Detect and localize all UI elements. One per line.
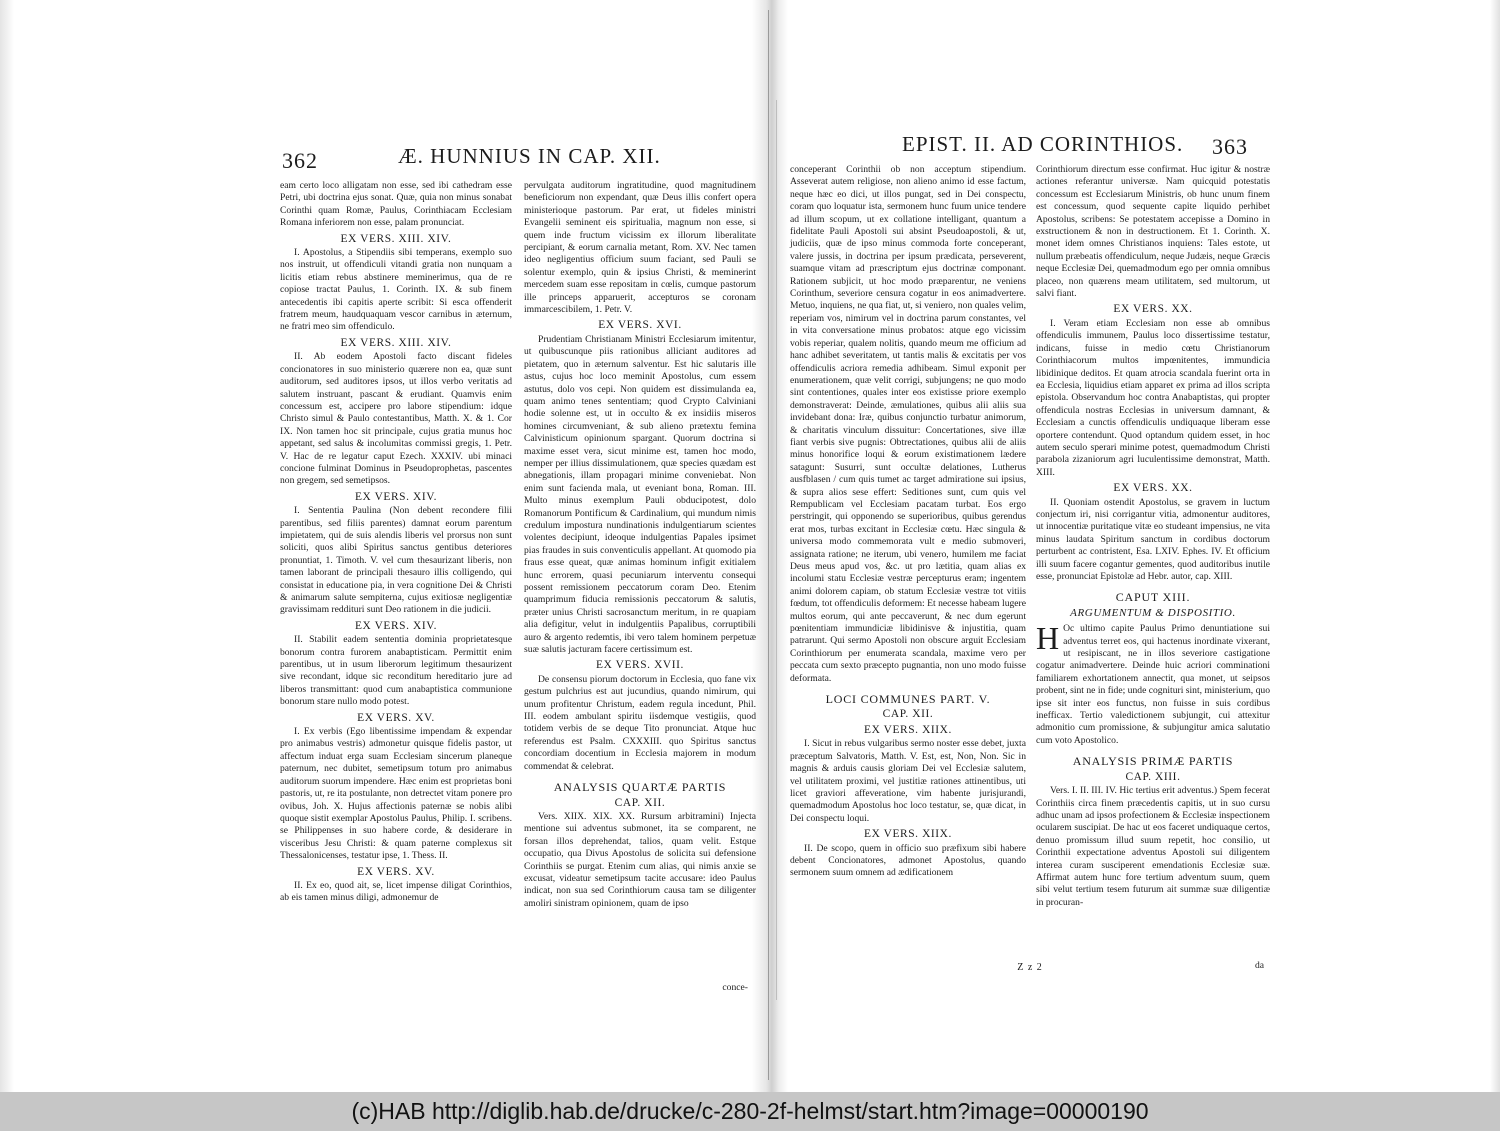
gutter-shadow-line [776,100,777,1000]
section-heading: EX VERS. XV. [357,865,435,878]
scan-border-right [1490,0,1500,1092]
section-heading: EX VERS. XIII. XIV. [340,232,452,245]
paragraph: eam certo loco alligatam non esse, sed ibi cathedram esse Petri, ubi doctrina ejus sonat. Quæ, quia non minus sonabat Corinthi quam Romæ, Paulus, Corinthiacam Ecclesiam Romana inferiorem non esse, palam pronunciat. [280,180,512,229]
paragraph-dropcap [1036,620,1270,747]
paragraph: Prudentiam Christianam Ministri Ecclesiarum imitentur, ut quibuscunque piis rationibus alliciant auditores ad pietatem, quo in æternum salventur. Est hic salutaris ille astus, cujus hoc loco meminit Apostolus, cum essem astutus, dolo vos cepi. Non quidem est dissimulanda ea, quam animo tenes sententiam; quod Crypto Calviniani hodie solenne est, ut in occulto & ex insidiis miseros homines circumveniant, & sub alieno prætextu femina Calvinisticum opinionum spargant. Quorum doctrina si maxime esset vera, sicut minime est, tamen hoc modo, nemper per illius dissimulationem, quæ species quædam est abnegationis, illam propagari minime conveniebat. Non enim sunt facienda mala, ut eveniant bona, Roman. III. Multo minus exemplum Pauli obducipotest, dolo Romanorum Pontificum & Cardinalium, qui mundum nimis credulum impostura nundinationis indulgentiarum scientes volentes decipiunt, ideoque indulgentias Papales ipsimet pias fraudes in suis conventiculis appellant. At quomodo pia fraus esse queat, quæ animas hominum infigit exitialem hunc errorem, quasi pecuniarum interventu consequi possent remissionem peccatorum coram Deo. Etenim quamprimum fiducia remissionis peccatorum & salutis, præter unius Christi sacrosanctum meritum, in re quapiam alia defigitur, velut in indulgentiis Papalibus, corruptibili auro & argento redemtis, ibi vero talem hominem perpetuæ suæ salutis jacturam facere certissimum est. [524,333,756,656]
section-heading: EX VERS. XIII. XIV. [340,336,452,349]
page-number: 363 [1212,134,1248,159]
text-column-2 [1036,164,1270,909]
paragraph: I. Sententia Paulina (Non debent recondere filii parentibus, sed filiis parentes) damnat eorum parentum impietatem, qui de suis alendis liberis vel prorsus non sunt soliciti, quos alibi Spiritus sanctus gentibus deteriores pronuntiat, 1. Timoth. V. vel cum thesaurizant liberis, non tamen laborant de principali thesauro illis colligendo, qui consistat in educatione pia, in vera cognitione Dei & Christi & animarum salute sempiterna, cujus exitiosæ negligentiæ gravissimam reddituri sunt Deo rationem in die judicii. [280,505,512,616]
left-running-head [280,140,760,180]
paragraph: I. Apostolus, a Stipendiis sibi temperans, exemplo suo nos instruit, ut offendiculi vitandi gratia non nunquam a licitis etiam rebus abstinere meminerimus, qua de re copiose tractat Paulus, 1. Corinth. IX. & sub finem antecedentis ibi capitis aperte scribit: Si esca offenderit fratrem meum, haudquaquam vescor carnibus in æternum, ne fratri meo sim offendiculo. [280,247,512,333]
section-heading: EX VERS. XIIX. [864,828,952,841]
section-heading: EX VERS. XIV. [354,619,438,632]
paragraph: De consensu piorum doctorum in Ecclesia, quo fane vix gestum pulchrius est aut jucundius, quando nimirum, qui unum profitentur Christum, eadem regula incedunt, Phil. III. eodem ambulant spiritu iisdemque vestigiis, quod totidem verbis de se deque Tito pronunciat. Atque huc referendus est Psalm. CXXXIII. quo Spiritus sanctus concordiam docentium in Ecclesia majorem in modum commendat & celebrat. [524,673,756,772]
section-heading: CAP. XII. [882,708,934,721]
catchword: conce- [722,982,748,993]
major-heading: ANALYSIS PRIMÆ PARTIS [1072,754,1234,769]
section-heading: EX VERS. XVI. [598,319,682,332]
major-heading: ANALYSIS QUARTÆ PARTIS [553,780,727,795]
signature-mark: Z z 2 [1017,962,1043,973]
paragraph: pervulgata auditorum ingratitudine, quod magnitudinem beneficiorum non expendant, quæ Deus illis confert opera ministerioque pastorum. Par erat, ut fideles ministri Evangelii seminent eis spiritualia, magnum non esse, si quem inde fructum vicissim ex illorum liberalitate percipiant, & eorum carnalia metant, Rom. XV. Nec tamen ideo negligentius officium suum faciant, sed Pauli se solentur exemplo, quin & ipsius Christi, & meminerint mercedem suam esse repositam in cœlis, cumque pastorum ille princeps apparuerit, accepturos se coronam immarcescibilem, 1. Petr. V. [524,180,756,316]
running-title: Æ. HUNNIUS IN CAP. XII. [398,144,661,168]
paragraph: II. Stabilit eadem sententia dominia proprietatesque bonorum contra furorem anabaptisticam. Permittit enim parentibus, ut in usum liberorum legitimum thesaurizent sive recondant, idque sic reconditum hereditario jure ad liberos transmittant: quod cum anabaptistica communione bonorum stare nullo modo potest. [280,634,512,708]
paragraph: I. Veram etiam Ecclesiam non esse ab omnibus offendiculis immunem, Paulus loco dissertissime testatur, indicans, fuisse in medio cœtu Christianorum Corinthiacorum multos impœnitentes, immundicia libidinique deditos. Et quam atrocia scandala fuerint orta in ea Ecclesia, liquidius etiam apparet ex prima ad illos scripta epistola. Observandum hoc contra Anabaptistas, qui propter offendicula nostras Ecclesias in universum damnant, & Ecclesiam a cunctis offendiculis undiquaque liberam esse oportere contendunt. Quod optandum quidem esset, in hoc autem seculo sperari minime potest, quemadmodum Christi parabola zizaniorum agri luculentissime demonstrat, Matth. XIII. [1036,317,1270,478]
paragraph: Corinthiorum directum esse confirmat. Huc igitur & nostræ actiones referantur universæ. Nam quicquid potestatis concessum est Ecclesiarum Ministris, ob hunc unum finem est concessum, quod sequente capite liquido perhibet Apostolus, scribens: Se potestatem accepisse a Domino in exstructionem & non in destructionem. Et 1. Corinth. X. monet idem omnes Christianos inquiens: Tales estote, ut nullum præbeatis offendiculum, neque Judæis, neque Græcis neque Ecclesiæ Dei, quemadmodum ego per omnia omnibus placeo, non quærens meam utilitatem, sed multorum, ut salvi fiant. [1036,164,1270,300]
page-number: 362 [282,148,318,173]
right-running-head [790,128,1270,168]
paragraph: conceperant Corinthii ob non acceptum stipendium. Asseverat autem religiose, non alieno animo id esse factum, neque hæc eo dici, ut illos pungat, sed in Dei conspectu, coram quo loquatur ista, sermonem hunc fuum unice tendere ad illum scopum, ut ex collatione intelligant, quantum a fidelitate Pauli Apostoli sui absint Pseudoapostoli, & ut, judiciis, quæ de ipso minus commoda forte conceperant, valere jussis, in doctrina per ipsum prædicata, perseverent, suamque vitam ad præscriptum ejus doctrinæ componant. Rationem subjicit, ut hoc modo præparentur, ne veniens Corinthum, severiore censura cogatur in eos animadvertere. Metuo, inquiens, ne qua fiat, ut, si veniero, non quales velim, reperiam vos, nimirum vel in doctrina parum constantes, vel in vita conversatione minus probatos: atque ego vicissim vobis reperiar, qualem nolitis, quando meum me officium ad hanc adhibet severitatem, ut tantis malis & excitatis per vos offendiculis acriora remedia adhibeam. Simul exponit per enumerationem, quæ velit corrigi, subjungens; ne quo modo sint contentiones, quales inter eos existisse priore exemplo demonstraverat: Deinde, æmulationes, quibus alii aliis sua invidebant dona: Iræ, quibus conjunctio turbatur animorum, & charitatis vinculum dissuitur: Concertationes, sive illæ fiant verbis sive pugnis: Obtrectationes, quibus alii de aliis minus honorifice loqui & eorum existimationem lædere satagunt: Susurri, sunt occultæ delationes, Lutherus ausfblasen / cum quis tumet ac target admiratione sui ipsius, & supra alios sese effert: Seditiones sunt, cum quis vel Rempublicam vel Ecclesiam pacatam turbat. Eos ergo perstringit, qui opponendo se superioribus, quibus gerendus erat mos, turbas excitant in Ecclesiæ cœtu. Hæc singula & universa modo commemorata vult e medio submoveri, assignata ratione; ne iterum, ubi venero, humilem me faciat Deus meus apud vos, &c. ut pro lætitia, quam alias ex incolumi statu Ecclesiæ vestræ percepturus eram; ingentem animi dolorem capiam, ob statum Ecclesiæ vestræ tot vitiis fœdum, tot offendiculis deformem: Et necesse habeam lugere multos eorum, qui ante peccaverunt, & nec dum egerunt pœnitentiam immundiciæ libidinisve & injustitia, quam patrarunt. Qui sermo Apostoli non obscure arguit Ecclesiam Corinthiorum per enumerata scandala, maxime vero per peccata cum sexto præcepto pugnantia, non uno modo fuisse deformata. [790,164,1026,684]
gutter-fold-line [768,10,769,1080]
text-column-2 [524,180,756,910]
paragraph: II. Quoniam ostendit Apostolus, se gravem in luctum conjectum iri, nisi corrigantur vitia, admonentur auditores, ut innocentiæ puritatique vitæ eo studeant impensius, ne vita minus laudata Spiritum sanctum in cordibus doctorum perturbent ac contristent, Esa. LXIV. Ephes. IV. Et officium illi suum facere cogantur gementes, quod auditoribus inutile esse, pronunciat Epistolæ ad Hebr. autor, cap. XIII. [1036,496,1270,582]
scan-border-left [0,0,14,1092]
text-column-1 [790,164,1026,880]
paragraph: II. De scopo, quem in officio suo præfixum sibi habere debent Concionatores, admonet Apostolus, quando sermonem suum omnem ad ædificationem [790,842,1026,879]
paragraph: I. Ex verbis (Ego libentissime impendam & expendar pro animabus vestris) admonetur quisque fidelis pastor, ut affectum induat erga suam Ecclesiam sincerum planeque paternum, nec dubitet, semetipsum totum pro animabus auditorum suorum impendere. Hæc enim est proprietas boni pastoris, ut, re ita postulante, non detrectet vitam ponere pro ovibus, Joh. X. Hujus affectionis paternæ se nobis alibi quoque sistit exemplar Apostolus Paulus, Philip. I. scribens. se Philippenses in suo habere corde, & desiderare in visceribus Jesu Christi: & quam paterne complexus sit Thessalonicenses, testatur ipse, 1. Thess. II. [280,726,512,862]
paragraph: II. Ex eo, quod ait, se, licet impense diligat Corinthios, ab eis tamen minus diligi, admonemur de [280,879,512,904]
major-heading: LOCI COMMUNES PART. V. [825,692,991,707]
left-page [280,140,760,1000]
section-heading: EX VERS. XV. [357,711,435,724]
catchword: da [1254,960,1264,971]
section-heading: EX VERS. XIV. [354,490,438,503]
paragraph: I. Sicut in rebus vulgaribus sermo noster esse debet, juxta præceptum Salvatoris, Matth. V. Est, est, Non, Non. Sic in magnis & arduis causis gloriam Dei vel Ecclesiæ salutem, vel utilitatem proximi, vel justitiæ rationes attinentibus, uti licet graviori affeveratione, vim habente jurisjurandi, quemadmodum Apostolus hoc loco testatur, se, quæ dicat, in Dei conspectu loqui. [790,738,1026,824]
section-heading: CAP. XII. [614,796,666,809]
section-heading: EX VERS. XIIX. [864,723,952,736]
paragraph: II. Ab eodem Apostoli facto discant fideles concionatores in suo ministerio quærere non ea, quæ sunt auditorum, sed auditores ipsos, ut illos verbo veritatis ad salutem instruant, pascant & erudiant. Quamvis enim concessum est, accipere pro labore stipendium: idque Christo simul & Paulo contestantibus, Matth. X. & 1. Cor IX. Non tamen hoc sit principale, cujus gratia munus hoc appetant, sed salus & incolumitas commissi gregis, 1. Petr. V. Hac de re legatur caput Ezech. XXXIV. ubi minaci concione fulminat Dominus in Pseudoprophetas, pascentes non gregem, sed semetipsos. [280,351,512,487]
major-heading: CAPUT XIII. [1115,590,1191,605]
paragraph: Vers. I. II. III. IV. Hic tertius erit adventus.) Spem fecerat Corinthiis circa finem præcedentis capitis, ut in suo cursu adhuc unam ad ipsos profectionem & Ecclesiæ inspectionem ocularem suscipiat. De hac ut eos faceret undiquaque certos, denuo promissum illud suum repetit, hoc consilio, ut Corinthii expectatione adventus Apostoli sui diligentem interea curam susciperent emendationis Ecclesiæ suæ. Affirmat autem hunc fore tertium adventum suum, quem sibi velut tertium tesem futurum ait summæ suæ diligentiæ in procuran- [1036,785,1270,908]
section-heading: EX VERS. XX. [1113,303,1193,316]
paragraph-text: Oc ultimo capite Paulus Primo denuntiatione sui adventus terret eos, qui hactenus inordinate vixerant, ut resipiscant, ne in illos severiore castigatione cogatur animadvertere. Deinde huic acriori comminationi familiarem exhortationem annectit, qua monet, ut seipsos probent, sint ne in fide; unde cognituri sint, ministerium, quo ipse sit inter eos functus, non fuisse in suis cordibus inefficax. Tertio valedictionem subjungit, cui attexitur admonitio cum promissione, & subjungitur amica salutatio cum voto Apostolico. [1036,623,1270,746]
running-title: EPIST. II. AD CORINTHIOS. [902,132,1184,156]
paragraph: Vers. XIIX. XIX. XX. Rursum arbitramini) Injecta mentione sui adventus submonet, ita se comparent, ne forsan illos deprehendat, talios, quam velit. Estque occupatio, qua Divus Apostolus de solicita sui defensione Corinthiis se purgat. Etenim cum alias, qui nimis anxie se excusat, videatur semetipsum tacite accusare: ideo Paulus indicat, non sua sed Corinthiorum causa tam se diligenter amoliri sinistram opinionem, quam de ipso [524,810,756,909]
italic-heading: ARGUMENTUM & DISPOSITIO. [1070,606,1236,619]
section-heading: CAP. XIII. [1125,770,1181,783]
copyright-footer [0,1092,1500,1131]
section-heading: EX VERS. XX. [1113,482,1193,495]
footer-credit-link[interactable]: (c)HAB http://diglib.hab.de/drucke/c-280-2f-helmst/start.htm?image=00000190 [351,1098,1149,1124]
section-heading: EX VERS. XVII. [596,659,684,672]
right-page [790,128,1270,988]
text-column-1 [280,180,512,905]
drop-cap: H [1036,620,1060,657]
